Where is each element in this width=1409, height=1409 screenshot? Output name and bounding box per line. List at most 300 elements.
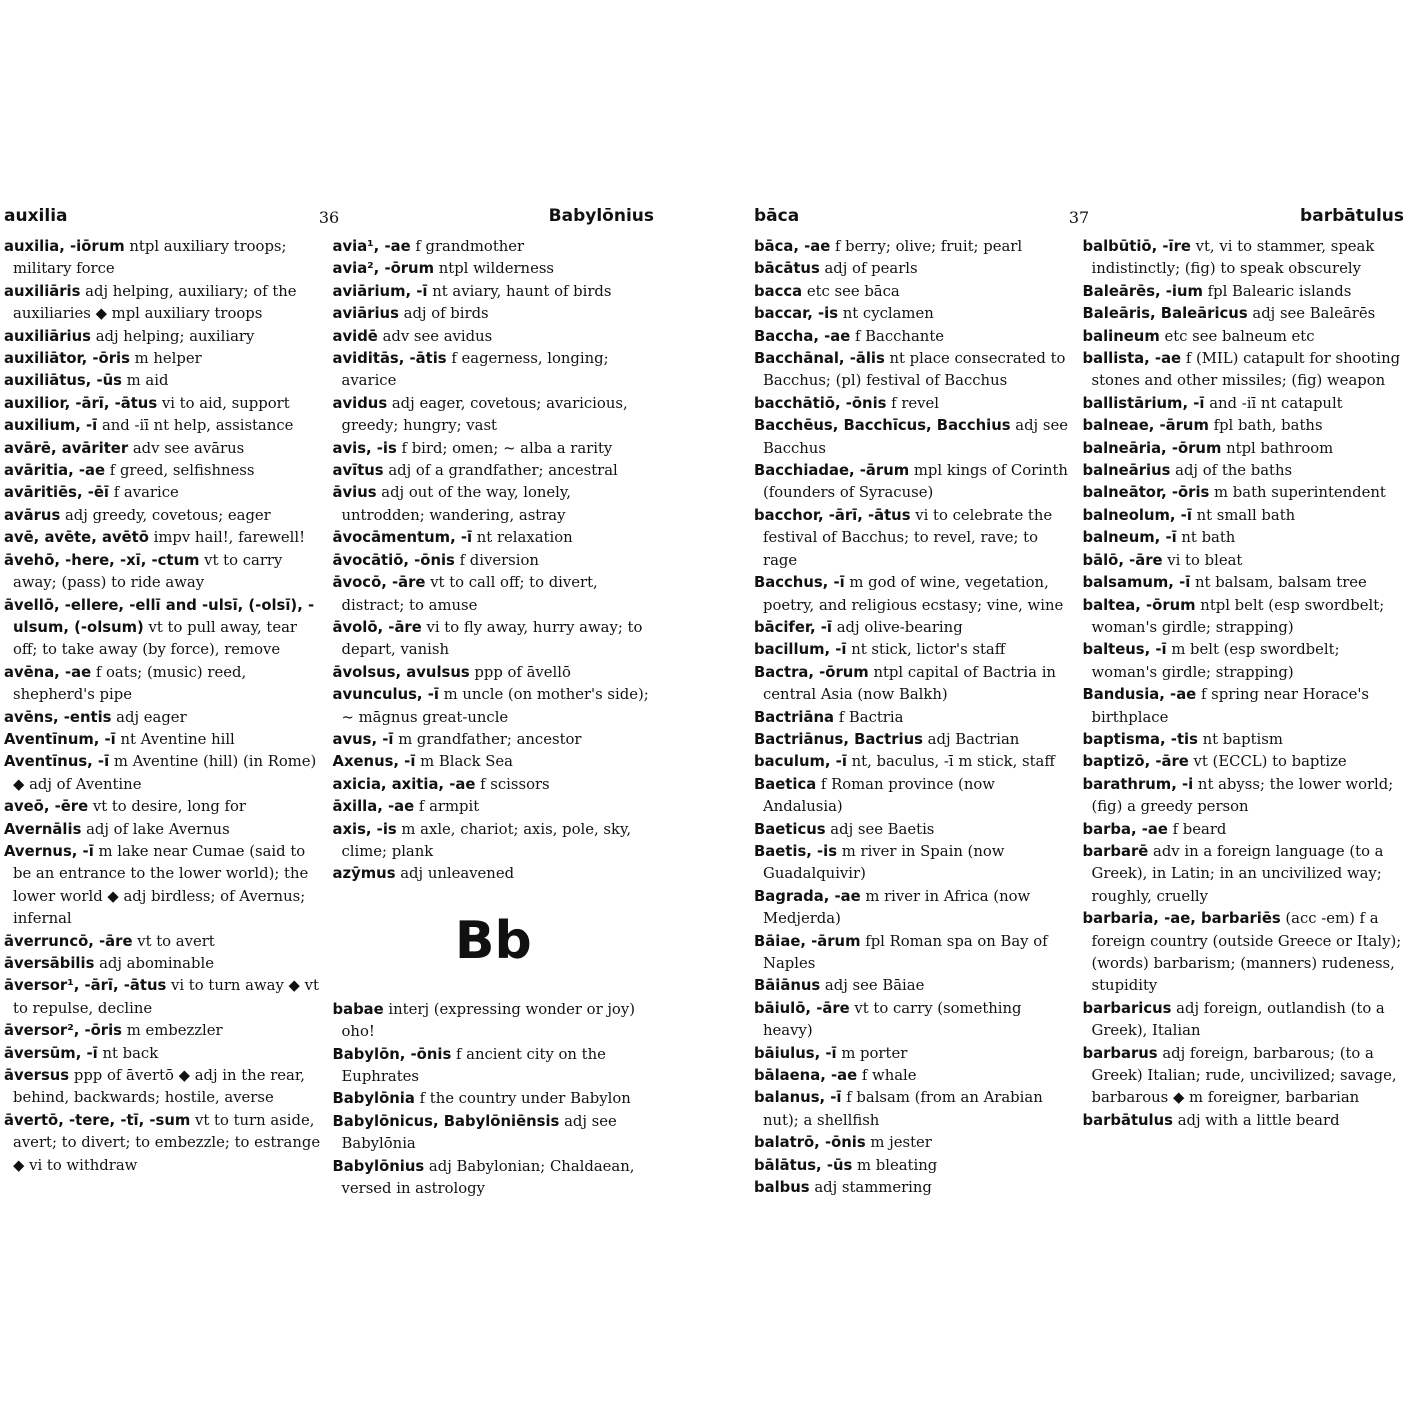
left-page	[4, 200, 654, 1200]
definition: m belt (esp swordbelt; woman's girdle; strapping)	[1091, 641, 1340, 681]
definition: f ancient city on the Euphrates	[341, 1045, 606, 1085]
definition: m god of wine, vegetation, poetry, and religious ecstasy; vine, wine	[763, 574, 1064, 614]
definition: vt to avert	[137, 932, 215, 950]
headword: avārus	[4, 506, 61, 524]
dictionary-entry	[1083, 751, 1405, 773]
headword: Aventīnus, -ī	[4, 753, 110, 771]
definition: m porter	[841, 1044, 908, 1062]
dictionary-entry	[1083, 729, 1405, 751]
headword: aviditās, -ātis	[332, 350, 447, 368]
headword: Baetica	[754, 775, 817, 793]
headword: Axenus, -ī	[332, 753, 416, 771]
dictionary-entry	[4, 975, 326, 1020]
dictionary-entry	[333, 999, 655, 1044]
dictionary-entry	[4, 1020, 326, 1042]
headword: Bactra, -ōrum	[754, 663, 869, 681]
definition: f greed, selfishness	[109, 462, 255, 480]
page-number: 37	[1068, 208, 1090, 227]
headword: balneārius	[1082, 462, 1171, 480]
definition: m Black Sea	[420, 753, 513, 771]
running-head-left	[4, 200, 654, 236]
headword: avia², -ōrum	[332, 260, 434, 278]
definition: vt, vi to stammer, speak indistinctly; (fig) to speak obscurely	[1091, 238, 1375, 278]
definition: vi to fly away, hurry away; to depart, vanish	[341, 618, 643, 659]
headword: ballista, -ae	[1082, 350, 1182, 368]
dictionary-entry	[4, 460, 326, 482]
definition: f scissors	[480, 775, 550, 793]
headword: barbarus	[1082, 1044, 1158, 1062]
definition: interj (expressing wonder or joy) oho!	[341, 1000, 635, 1041]
dictionary-entry	[754, 1043, 1076, 1065]
dictionary-entry	[754, 348, 1076, 393]
dictionary-entry	[333, 527, 655, 549]
dictionary-entry	[754, 662, 1076, 707]
headword: barbātulus	[1082, 1111, 1173, 1129]
definition: and -iī nt catapult	[1209, 394, 1343, 412]
headword: balineum	[1082, 327, 1160, 345]
dictionary-entry	[333, 684, 655, 729]
dictionary-entry	[333, 796, 655, 818]
dictionary-entry	[1083, 326, 1405, 348]
definition: nt abyss; the lower world; (fig) a greedy person	[1091, 775, 1394, 816]
definition: adj see Bāiae	[824, 977, 925, 995]
definition: f armpit	[418, 798, 480, 816]
definition: m aid	[126, 372, 169, 390]
headword: āverruncō, -āre	[4, 932, 133, 950]
dictionary-entry	[754, 819, 1076, 841]
dictionary-entry	[4, 550, 326, 595]
definition: ntpl belt (esp swordbelt; woman's girdle; strapping)	[1091, 596, 1385, 636]
dictionary-entry	[4, 729, 326, 751]
headword: āvocō, -āre	[332, 574, 426, 592]
dictionary-entry	[1083, 595, 1405, 640]
headword: axicia, axitia, -ae	[332, 775, 476, 793]
headword: bāiulō, -āre	[754, 999, 850, 1017]
definition: m river in Spain (now Guadalquivir)	[763, 842, 1005, 883]
dictionary-entry	[754, 998, 1076, 1043]
dictionary-entry	[1083, 841, 1405, 908]
dictionary-entry	[333, 438, 655, 460]
headword: bācifer, -ī	[754, 618, 833, 636]
dictionary-entry	[754, 303, 1076, 325]
dictionary-entry	[4, 819, 326, 841]
definition: f grandmother	[415, 238, 525, 255]
headword: balneum, -ī	[1082, 529, 1177, 547]
headword: Bacchēus, Bacchīcus, Bacchius	[754, 417, 1011, 435]
definition: f balsam (from an Arabian nut); a shellfish	[763, 1089, 1043, 1129]
definition: adj see Baleārēs	[1252, 305, 1376, 323]
headword: Avernus, -ī	[4, 842, 94, 860]
definition: f spring near Horace's birthplace	[1091, 686, 1370, 726]
definition: m river in Africa (now Medjerda)	[763, 887, 1031, 928]
headword: balanus, -ī	[754, 1089, 842, 1107]
definition: and -iī nt help, assistance	[101, 417, 294, 435]
running-head-right	[754, 200, 1404, 236]
dictionary-entry	[754, 236, 1076, 258]
dictionary-entry	[754, 1132, 1076, 1154]
definition: vt to desire, long for	[92, 798, 247, 816]
dictionary-entry	[754, 774, 1076, 819]
definition: vt to turn aside, avert; to divert; to embezzle; to estrange ◆ vi to withdraw	[13, 1111, 321, 1174]
headword: āversūm, -ī	[4, 1044, 98, 1062]
definition: m bath superintendent	[1214, 484, 1386, 502]
definition: adj of birds	[403, 305, 489, 323]
definition: ppp of āvellō	[474, 663, 571, 681]
guide-word-first: bāca	[754, 206, 800, 226]
headword: Bandusia, -ae	[1082, 686, 1197, 704]
dictionary-entry	[333, 258, 655, 280]
headword: Baleārēs, -ium	[1082, 282, 1203, 300]
headword: auxiliārius	[4, 327, 91, 345]
headword: barbaricus	[1082, 999, 1172, 1017]
definition: adj helping, auxiliary; of the auxiliaries ◆ mpl auxiliary troops	[13, 282, 297, 323]
headword: āversor², -ōris	[4, 1022, 122, 1040]
definition: f diversion	[459, 551, 539, 569]
dictionary-entry	[1083, 1110, 1405, 1132]
dictionary-entry	[754, 415, 1076, 460]
definition: f whale	[861, 1067, 917, 1085]
definition: ntpl auxiliary troops; military force	[13, 238, 287, 278]
headword: balatrō, -ōnis	[754, 1134, 866, 1152]
dictionary-entry	[754, 841, 1076, 886]
headword: āvius	[332, 484, 377, 502]
dictionary-entry	[1083, 819, 1405, 841]
definition: nt bath	[1181, 529, 1236, 547]
definition: f the country under Babylon	[419, 1090, 631, 1108]
definition: adj Babylonian; Chaldaean, versed in astrology	[341, 1157, 635, 1198]
dictionary-entry	[1083, 236, 1405, 281]
headword: Avernālis	[4, 820, 82, 838]
definition: nt cyclamen	[842, 305, 934, 323]
definition: adj greedy, covetous; eager	[64, 506, 271, 524]
dictionary-entry	[754, 505, 1076, 572]
dictionary-entry	[4, 931, 326, 953]
headword: auxiliātor, -ōris	[4, 350, 130, 368]
headword: Baleāris, Baleāricus	[1082, 305, 1248, 323]
column-left-2	[333, 236, 655, 1200]
headword: aveō, -ēre	[4, 798, 89, 816]
definition: adj helping; auxiliary	[95, 327, 255, 345]
headword: Bāiānus	[754, 977, 821, 995]
dictionary-entry	[754, 460, 1076, 505]
definition: ntpl wilderness	[438, 260, 555, 278]
dictionary-entry	[333, 617, 655, 662]
headword: avunculus, -ī	[332, 686, 439, 704]
headword: bālātus, -ūs	[754, 1156, 853, 1174]
dictionary-entry	[333, 1156, 655, 1201]
headword: Bactriāna	[754, 708, 834, 726]
headword: bāca, -ae	[754, 238, 831, 255]
dictionary-entry	[333, 348, 655, 393]
headword: Bactriānus, Bactrius	[754, 730, 923, 748]
definition: nt baptism	[1202, 730, 1283, 748]
definition: f berry; olive; fruit; pearl	[835, 238, 1023, 255]
headword: avidē	[332, 327, 378, 345]
definition: adj unleavened	[400, 865, 515, 883]
headword: avāritia, -ae	[4, 462, 106, 480]
dictionary-entry	[754, 393, 1076, 415]
headword: Baeticus	[754, 820, 826, 838]
dictionary-entry	[333, 303, 655, 325]
definition: vt to call off; to divert, distract; to amuse	[341, 574, 598, 614]
headword: balneātor, -ōris	[1082, 484, 1210, 502]
definition: f revel	[891, 394, 940, 412]
dictionary-entry	[333, 281, 655, 303]
definition: adj olive-bearing	[836, 618, 963, 636]
headword: balneāria, -ōrum	[1082, 439, 1222, 457]
headword: āvolsus, avulsus	[332, 663, 470, 681]
headword: balbūtiō, -īre	[1082, 238, 1191, 255]
dictionary-entry	[4, 236, 326, 281]
headword: balteus, -ī	[1082, 641, 1167, 659]
definition: nt stick, lictor's staff	[851, 641, 1006, 659]
definition: adj of lake Avernus	[86, 820, 230, 838]
headword: Aventīnum, -ī	[4, 730, 116, 748]
definition: adj see Baetis	[830, 820, 935, 838]
definition: adj out of the way, lonely, untrodden; wandering, astray	[341, 484, 572, 524]
headword: baltea, -ōrum	[1082, 596, 1196, 614]
definition: f oats; (music) reed, shepherd's pipe	[13, 663, 247, 704]
dictionary-entry	[1083, 281, 1405, 303]
definition: ntpl bathroom	[1226, 439, 1334, 457]
headword: barbaria, -ae, barbariēs	[1082, 910, 1281, 928]
headword: Babylōnicus, Babylōniēnsis	[332, 1112, 560, 1130]
headword: baptizō, -āre	[1082, 753, 1189, 771]
headword: Bacchus, -ī	[754, 574, 845, 592]
dictionary-entry	[754, 931, 1076, 976]
dictionary-entry	[1083, 460, 1405, 482]
dictionary-entry	[754, 281, 1076, 303]
dictionary-entry	[333, 863, 655, 885]
page-number: 36	[318, 208, 340, 227]
headword: baptisma, -tis	[1082, 730, 1198, 748]
dictionary-entry	[4, 1065, 326, 1110]
definition: adv in a foreign language (to a Greek), in Latin; in an uncivilized way; roughly, cruelly	[1091, 842, 1384, 905]
dictionary-entry	[333, 1088, 655, 1110]
headword: āvocāmentum, -ī	[332, 529, 473, 547]
guide-word-last: barbātulus	[1300, 206, 1404, 226]
column-left-2-b-entries	[333, 999, 655, 1201]
dictionary-entry	[754, 617, 1076, 639]
dictionary-entry	[754, 572, 1076, 617]
headword: babae	[332, 1000, 384, 1018]
definition: vt to pull away, tear off; to take away (by force), remove	[13, 618, 297, 659]
definition: fpl Roman spa on Bay of Naples	[763, 932, 1048, 972]
dictionary-entry	[4, 751, 326, 796]
headword: avidus	[332, 394, 388, 412]
definition: f avarice	[113, 484, 179, 502]
dictionary-entry	[4, 1110, 326, 1177]
headword: barba, -ae	[1082, 820, 1168, 838]
column-right-2	[1083, 236, 1405, 1199]
headword: āvertō, -tere, -tī, -sum	[4, 1111, 191, 1129]
definition: f eagerness, longing; avarice	[341, 350, 609, 390]
dictionary-entry	[4, 796, 326, 818]
dictionary-entry	[754, 1065, 1076, 1087]
dictionary-entry	[4, 415, 326, 437]
headword: bacillum, -ī	[754, 641, 847, 659]
definition: (acc -em) f a foreign country (outside Greece or Italy); (words) barbarism; (manners) rudeness, stupidity	[1091, 910, 1402, 995]
definition: vi to bleat	[1167, 551, 1243, 569]
headword: āvellō, -ellere, -ellī and -ulsī, (-olsī), -ulsum, (-olsum)	[4, 596, 315, 636]
definition: f bird; omen; ~ alba a rarity	[401, 439, 613, 457]
headword: avia¹, -ae	[332, 238, 411, 255]
column-left-1	[4, 236, 326, 1200]
dictionary-entry	[1083, 550, 1405, 572]
dictionary-entry	[333, 550, 655, 572]
dictionary-entry	[4, 348, 326, 370]
headword: bālaena, -ae	[754, 1067, 858, 1085]
dictionary-entry	[1083, 572, 1405, 594]
headword: āxilla, -ae	[332, 798, 415, 816]
definition: adj eager	[116, 708, 187, 726]
definition: m lake near Cumae (said to be an entrance to the lower world); the lower world ◆ adj birdless; of Avernus; infernal	[13, 842, 309, 928]
definition: adj of a grandfather; ancestral	[388, 462, 618, 480]
dictionary-entry	[4, 595, 326, 662]
dictionary-entry	[4, 326, 326, 348]
dictionary-entry	[1083, 684, 1405, 729]
dictionary-entry	[333, 482, 655, 527]
headword: balbus	[754, 1179, 810, 1197]
definition: fpl Balearic islands	[1207, 282, 1352, 300]
headword: Baccha, -ae	[754, 327, 851, 345]
definition: m jester	[870, 1134, 932, 1152]
dictionary-entry	[333, 662, 655, 684]
headword: avārē, avāriter	[4, 439, 129, 457]
definition: adv see avārus	[132, 439, 245, 457]
definition: adj with a little beard	[1177, 1111, 1340, 1129]
headword: bacchor, -ārī, -ātus	[754, 506, 911, 524]
headword: āvehō, -here, -xī, -ctum	[4, 551, 200, 569]
dictionary-entry	[754, 326, 1076, 348]
definition: m embezzler	[126, 1022, 223, 1040]
dictionary-entry	[333, 1111, 655, 1156]
definition: nt, baculus, -ī m stick, staff	[851, 753, 1055, 771]
dictionary-entry	[4, 393, 326, 415]
dictionary-entry	[754, 1177, 1076, 1199]
definition: nt back	[102, 1044, 159, 1062]
headword: auxilia, -iōrum	[4, 238, 125, 255]
dictionary-entry	[333, 1044, 655, 1089]
headword: barathrum, -i	[1082, 775, 1194, 793]
headword: avus, -ī	[332, 730, 394, 748]
definition: impv hail!, farewell!	[153, 529, 306, 547]
dictionary-entry	[1083, 774, 1405, 819]
definition: f Bacchante	[854, 327, 945, 345]
definition: nt balsam, balsam tree	[1195, 574, 1367, 592]
headword: āversor¹, -ārī, -ātus	[4, 977, 167, 995]
dictionary-entry	[4, 370, 326, 392]
dictionary-entry	[754, 886, 1076, 931]
dictionary-entry	[4, 527, 326, 549]
definition: f beard	[1172, 820, 1227, 838]
definition: f (MIL) catapult for shooting stones and other missiles; (fig) weapon	[1091, 350, 1401, 390]
headword: avēna, -ae	[4, 663, 92, 681]
definition: adj stammering	[814, 1179, 932, 1197]
definition: mpl kings of Corinth (founders of Syracuse)	[763, 462, 1068, 502]
dictionary-entry	[754, 639, 1076, 661]
headword: balsamum, -ī	[1082, 574, 1191, 592]
headword: baccar, -is	[754, 305, 839, 323]
headword: Babylōnius	[332, 1157, 425, 1175]
guide-word-first: auxilia	[4, 206, 68, 226]
headword: Bagrada, -ae	[754, 887, 861, 905]
dictionary-entry	[1083, 482, 1405, 504]
definition: adv see avidus	[382, 327, 493, 345]
dictionary-entry	[333, 236, 655, 258]
dictionary-entry	[754, 729, 1076, 751]
definition: vt to carry (something heavy)	[763, 999, 1022, 1040]
dictionary-entry	[4, 281, 326, 326]
headword: bāiulus, -ī	[754, 1044, 837, 1062]
dictionary-entry	[754, 707, 1076, 729]
headword: azȳmus	[332, 865, 396, 883]
definition: adj Bactrian	[927, 730, 1020, 748]
definition: adj abominable	[99, 955, 214, 972]
dictionary-entry	[754, 1155, 1076, 1177]
headword: bacca	[754, 282, 803, 300]
dictionary-entry	[333, 326, 655, 348]
dictionary-entry	[333, 572, 655, 617]
definition: nt relaxation	[476, 529, 573, 547]
dictionary-entry	[754, 258, 1076, 280]
headword: barbarē	[1082, 842, 1149, 860]
headword: balneae, -ārum	[1082, 417, 1209, 435]
dictionary-entry	[754, 1087, 1076, 1132]
definition: etc see balneum etc	[1164, 327, 1315, 345]
headword: avēns, -entis	[4, 708, 112, 726]
headword: āversus	[4, 1067, 70, 1085]
headword: avāritiēs, -ēī	[4, 484, 109, 502]
dictionary-entry	[4, 841, 326, 931]
definition: m Aventine (hill) (in Rome) ◆ adj of Aventine	[13, 753, 317, 793]
headword: avis, -is	[332, 439, 397, 457]
dictionary-entry	[4, 707, 326, 729]
dictionary-entry	[1083, 505, 1405, 527]
headword: aviārium, -ī	[332, 282, 428, 300]
dictionary-entry	[333, 729, 655, 751]
headword: ballistārium, -ī	[1082, 394, 1205, 412]
definition: adj of the baths	[1175, 462, 1293, 480]
headword: auxilior, -ārī, -ātus	[4, 394, 158, 412]
headword: āvolō, -āre	[332, 618, 422, 636]
definition: adj of pearls	[824, 260, 918, 278]
dictionary-entry	[4, 505, 326, 527]
definition: f Roman province (now Andalusia)	[763, 775, 995, 816]
definition: nt small bath	[1196, 506, 1296, 524]
dictionary-entry	[1083, 1043, 1405, 1110]
dictionary-entry	[4, 482, 326, 504]
definition: adj eager, covetous; avaricious, greedy; hungry; vast	[341, 394, 628, 435]
headword: axis, -is	[332, 820, 397, 838]
headword: baculum, -ī	[754, 753, 847, 771]
dictionary-entry	[1083, 393, 1405, 415]
headword: bacchātiō, -ōnis	[754, 394, 887, 412]
definition: f Bactria	[838, 708, 904, 726]
section-letter: Bb	[454, 910, 532, 971]
headword: Bacchiadae, -ārum	[754, 462, 910, 480]
dictionary-entry	[1083, 998, 1405, 1043]
dictionary-entry	[333, 460, 655, 482]
headword: āversābilis	[4, 955, 95, 972]
headword: balneolum, -ī	[1082, 506, 1192, 524]
dictionary-entry	[754, 751, 1076, 773]
dictionary-entry	[4, 438, 326, 460]
dictionary-entry	[4, 953, 326, 975]
column-right-1	[754, 236, 1076, 1199]
headword: āvocātiō, -ōnis	[332, 551, 455, 569]
definition: adj see Bacchus	[763, 417, 1068, 457]
